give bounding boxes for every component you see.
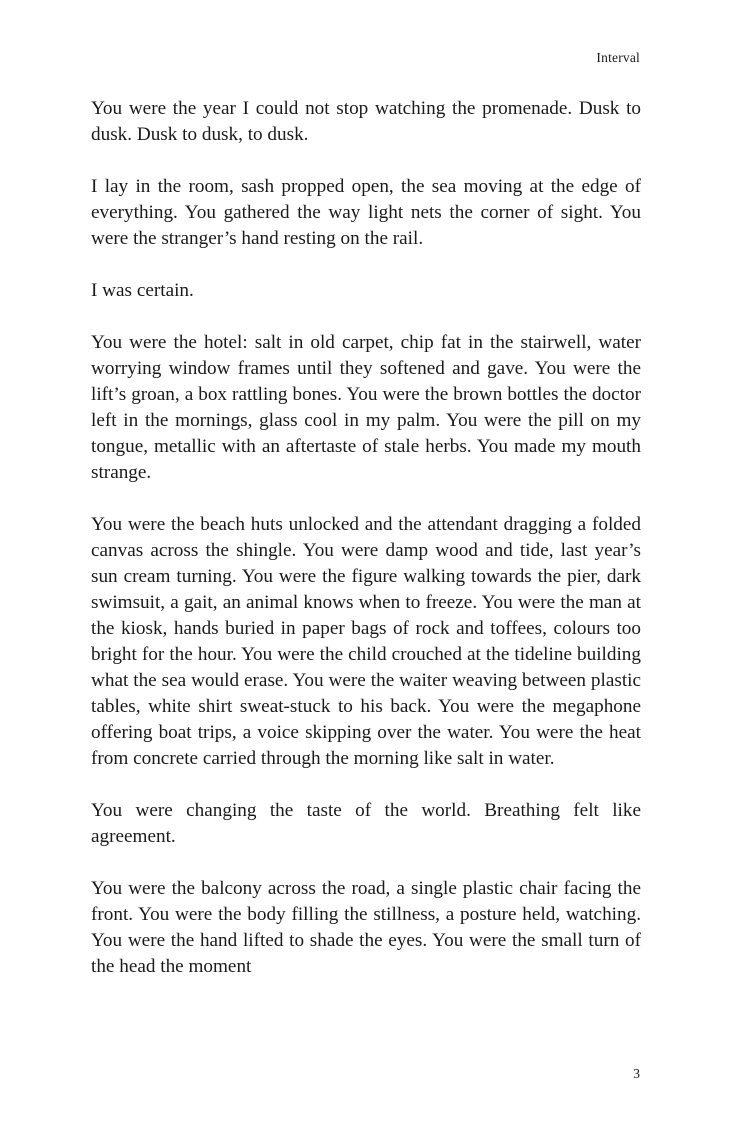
- paragraph-5: You were the beach huts unlocked and the attendant dragging a folded canvas across the shingle. You were damp wood and tide, last year’s sun cream turning. You were the figure walking towards the pier, dark swimsuit, a gait, an animal knows when to freeze. You were the man at the kiosk, hands buried in paper bags of rock and toffees, colours too bright for the hour. You were the child crouched at the tideline building what the sea would erase. You were the waiter weaving between plastic tables, white shirt sweat-stuck to his back. You were the megaphone offering boat trips, a voice skipping over the water. You were the heat from concrete carried through the morning like salt in water.: [91, 514, 641, 769]
- paragraph-2: I lay in the room, sash propped open, the sea moving at the edge of everything. You gathered the way light nets the corner of sight. You were the stranger’s hand resting on the rail.: [91, 176, 641, 249]
- page-number: 3: [633, 1066, 640, 1081]
- paragraph-4: You were the hotel: salt in old carpet, chip fat in the stairwell, water worrying window frames until they softened and gave. You were the lift’s groan, a box rattling bones. You were the brown bottles the doctor left in the mornings, glass cool in my palm. You were the pill on my tongue, metallic with an aftertaste of stale herbs. You made my mouth strange.: [91, 332, 641, 483]
- paragraph-3: I was certain.: [91, 280, 194, 301]
- paragraph-7: You were the balcony across the road, a single plastic chair facing the front. You were the body filling the stillness, a posture held, watching. You were the hand lifted to shade the eyes. You were the small turn of the head the moment: [91, 878, 641, 977]
- running-head-title: Interval: [596, 50, 640, 65]
- paragraph-6: You were changing the taste of the world. Breathing felt like agreement.: [91, 800, 641, 847]
- body-text: [91, 96, 641, 980]
- paragraph-1: You were the year I could not stop watching the promenade. Dusk to dusk. Dusk to dusk, to dusk.: [91, 98, 641, 145]
